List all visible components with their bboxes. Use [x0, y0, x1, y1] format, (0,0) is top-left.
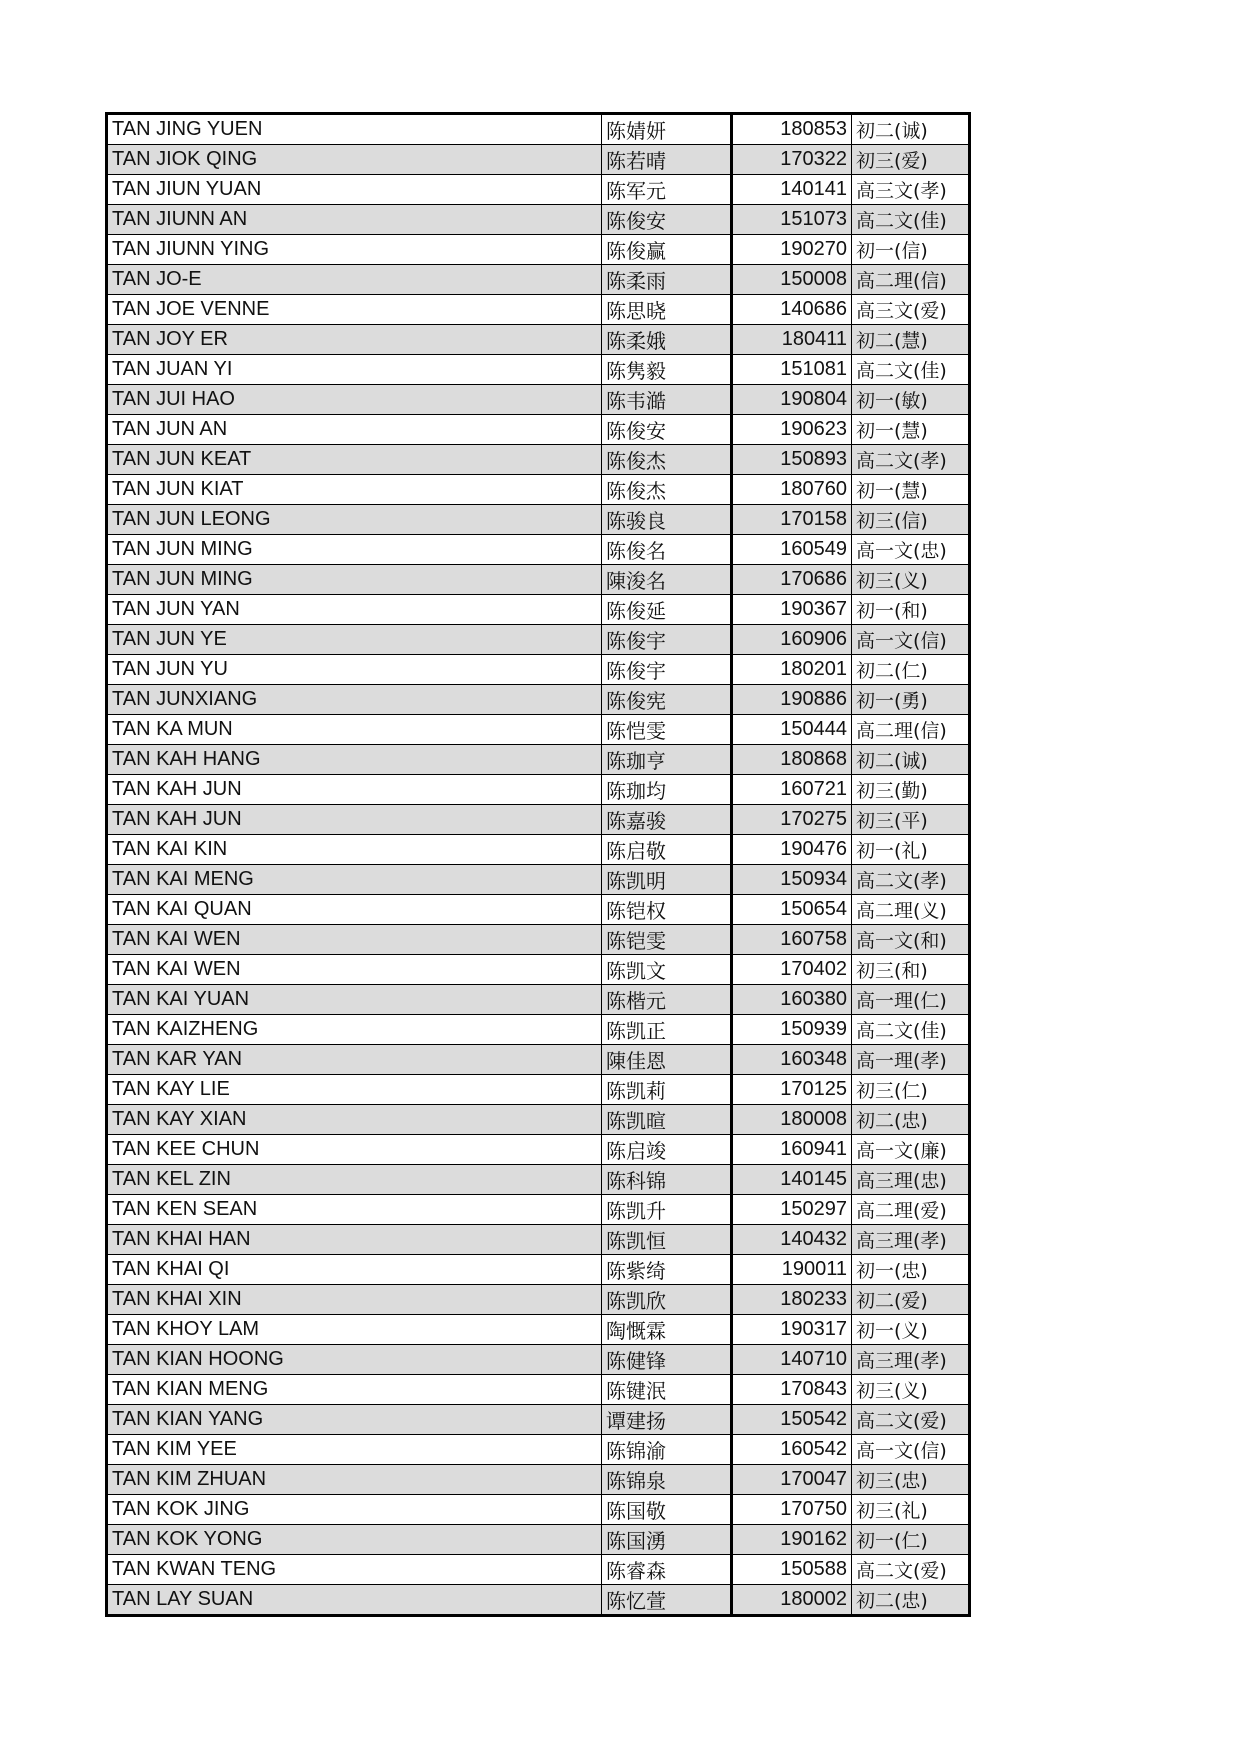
class-cell: 高二理(信): [852, 265, 970, 295]
chinese-name-cell: 陈隽毅: [602, 355, 732, 385]
table-row: [107, 925, 970, 955]
chinese-name-cell: 陈俊安: [602, 415, 732, 445]
table-row: [107, 265, 970, 295]
class-cell: 初一(忠): [852, 1255, 970, 1285]
table-row: [107, 355, 970, 385]
class-cell: 初三(信): [852, 505, 970, 535]
student-id-cell: 170322: [732, 145, 852, 175]
chinese-name-cell: 陈楷元: [602, 985, 732, 1015]
table-row: [107, 1135, 970, 1165]
chinese-name-cell: 陈凯文: [602, 955, 732, 985]
student-name-cell: TAN JOE VENNE: [107, 295, 602, 325]
student-id-cell: 140710: [732, 1345, 852, 1375]
table-row: [107, 1375, 970, 1405]
class-cell: 初二(诚): [852, 114, 970, 145]
table-row: [107, 415, 970, 445]
class-cell: 初一(敏): [852, 385, 970, 415]
chinese-name-cell: 陈俊宪: [602, 685, 732, 715]
class-cell: 初一(和): [852, 595, 970, 625]
chinese-name-cell: 陈凯莉: [602, 1075, 732, 1105]
student-name-cell: TAN JUNXIANG: [107, 685, 602, 715]
roster-body: [107, 114, 970, 1616]
class-cell: 高二理(爱): [852, 1195, 970, 1225]
class-cell: 初三(勤): [852, 775, 970, 805]
student-id-cell: 170275: [732, 805, 852, 835]
student-name-cell: TAN KIAN YANG: [107, 1405, 602, 1435]
class-cell: 高三理(孝): [852, 1345, 970, 1375]
chinese-name-cell: 陳佳恩: [602, 1045, 732, 1075]
class-cell: 初三(义): [852, 1375, 970, 1405]
student-id-cell: 180868: [732, 745, 852, 775]
class-cell: 初一(仁): [852, 1525, 970, 1555]
student-id-cell: 140141: [732, 175, 852, 205]
table-row: [107, 205, 970, 235]
table-row: [107, 865, 970, 895]
table-row: [107, 445, 970, 475]
student-id-cell: 140145: [732, 1165, 852, 1195]
chinese-name-cell: 陈凯升: [602, 1195, 732, 1225]
student-id-cell: 150893: [732, 445, 852, 475]
chinese-name-cell: 陈凯欣: [602, 1285, 732, 1315]
student-name-cell: TAN KAY LIE: [107, 1075, 602, 1105]
student-name-cell: TAN KOK JING: [107, 1495, 602, 1525]
student-name-cell: TAN JIOK QING: [107, 145, 602, 175]
chinese-name-cell: 陈嘉骏: [602, 805, 732, 835]
student-name-cell: TAN JO-E: [107, 265, 602, 295]
chinese-name-cell: 陈俊安: [602, 205, 732, 235]
chinese-name-cell: 陈俊杰: [602, 475, 732, 505]
chinese-name-cell: 陈柔娥: [602, 325, 732, 355]
table-row: [107, 745, 970, 775]
chinese-name-cell: 陈俊赢: [602, 235, 732, 265]
student-name-cell: TAN JUN AN: [107, 415, 602, 445]
table-row: [107, 1345, 970, 1375]
table-row: [107, 1105, 970, 1135]
student-id-cell: 180233: [732, 1285, 852, 1315]
student-roster-table: [105, 112, 971, 1617]
chinese-name-cell: 陈骏良: [602, 505, 732, 535]
table-row: [107, 1465, 970, 1495]
chinese-name-cell: 陈凯暄: [602, 1105, 732, 1135]
student-name-cell: TAN JUN KEAT: [107, 445, 602, 475]
table-row: [107, 325, 970, 355]
table-row: [107, 145, 970, 175]
class-cell: 高一文(忠): [852, 535, 970, 565]
class-cell: 高一理(孝): [852, 1045, 970, 1075]
class-cell: 高二文(佳): [852, 1015, 970, 1045]
student-name-cell: TAN KIM YEE: [107, 1435, 602, 1465]
class-cell: 初二(忠): [852, 1105, 970, 1135]
table-row: [107, 114, 970, 145]
table-row: [107, 775, 970, 805]
student-id-cell: 160380: [732, 985, 852, 1015]
chinese-name-cell: 陈铠权: [602, 895, 732, 925]
student-id-cell: 150654: [732, 895, 852, 925]
table-row: [107, 595, 970, 625]
student-name-cell: TAN JUN YE: [107, 625, 602, 655]
chinese-name-cell: 陈忆萱: [602, 1585, 732, 1616]
student-id-cell: 160906: [732, 625, 852, 655]
class-cell: 初三(仁): [852, 1075, 970, 1105]
student-name-cell: TAN JOY ER: [107, 325, 602, 355]
class-cell: 初三(平): [852, 805, 970, 835]
table-row: [107, 1195, 970, 1225]
table-row: [107, 1405, 970, 1435]
class-cell: 初二(仁): [852, 655, 970, 685]
chinese-name-cell: 陈睿森: [602, 1555, 732, 1585]
table-row: [107, 1255, 970, 1285]
chinese-name-cell: 陈军元: [602, 175, 732, 205]
student-name-cell: TAN KA MUN: [107, 715, 602, 745]
student-name-cell: TAN JUAN YI: [107, 355, 602, 385]
table-row: [107, 565, 970, 595]
class-cell: 高二理(信): [852, 715, 970, 745]
table-row: [107, 235, 970, 265]
student-name-cell: TAN KHOY LAM: [107, 1315, 602, 1345]
student-name-cell: TAN JIUNN YING: [107, 235, 602, 265]
class-cell: 高三文(爱): [852, 295, 970, 325]
table-row: [107, 1315, 970, 1345]
student-id-cell: 150297: [732, 1195, 852, 1225]
class-cell: 高二文(佳): [852, 355, 970, 385]
class-cell: 高二文(佳): [852, 205, 970, 235]
class-cell: 初一(慧): [852, 415, 970, 445]
table-row: [107, 1525, 970, 1555]
table-row: [107, 475, 970, 505]
student-id-cell: 160549: [732, 535, 852, 565]
class-cell: 高二文(孝): [852, 865, 970, 895]
table-row: [107, 715, 970, 745]
student-id-cell: 170750: [732, 1495, 852, 1525]
class-cell: 初一(义): [852, 1315, 970, 1345]
student-name-cell: TAN KAR YAN: [107, 1045, 602, 1075]
class-cell: 高二文(爱): [852, 1555, 970, 1585]
chinese-name-cell: 陈健锋: [602, 1345, 732, 1375]
table-row: [107, 175, 970, 205]
student-id-cell: 180008: [732, 1105, 852, 1135]
chinese-name-cell: 陈珈亨: [602, 745, 732, 775]
chinese-name-cell: 陈凯恒: [602, 1225, 732, 1255]
student-name-cell: TAN JIUNN AN: [107, 205, 602, 235]
class-cell: 初三(忠): [852, 1465, 970, 1495]
table-row: [107, 385, 970, 415]
class-cell: 高二文(爱): [852, 1405, 970, 1435]
student-id-cell: 151081: [732, 355, 852, 385]
table-row: [107, 955, 970, 985]
table-row: [107, 1015, 970, 1045]
student-name-cell: TAN LAY SUAN: [107, 1585, 602, 1616]
class-cell: 初二(忠): [852, 1585, 970, 1616]
student-name-cell: TAN JUN KIAT: [107, 475, 602, 505]
student-id-cell: 190162: [732, 1525, 852, 1555]
class-cell: 高二理(义): [852, 895, 970, 925]
student-name-cell: TAN KAI QUAN: [107, 895, 602, 925]
table-row: [107, 1585, 970, 1616]
student-id-cell: 190270: [732, 235, 852, 265]
class-cell: 初二(爱): [852, 1285, 970, 1315]
chinese-name-cell: 陈韦澔: [602, 385, 732, 415]
student-id-cell: 170047: [732, 1465, 852, 1495]
chinese-name-cell: 陈俊宇: [602, 625, 732, 655]
table-row: [107, 1435, 970, 1465]
student-id-cell: 170158: [732, 505, 852, 535]
table-row: [107, 505, 970, 535]
class-cell: 初二(慧): [852, 325, 970, 355]
student-name-cell: TAN KAIZHENG: [107, 1015, 602, 1045]
student-id-cell: 190886: [732, 685, 852, 715]
student-id-cell: 160348: [732, 1045, 852, 1075]
table-row: [107, 1045, 970, 1075]
table-row: [107, 685, 970, 715]
chinese-name-cell: 陈国敬: [602, 1495, 732, 1525]
class-cell: 高三理(孝): [852, 1225, 970, 1255]
chinese-name-cell: 陈紫绮: [602, 1255, 732, 1285]
table-row: [107, 895, 970, 925]
student-id-cell: 150588: [732, 1555, 852, 1585]
chinese-name-cell: 陈俊延: [602, 595, 732, 625]
student-name-cell: TAN JUN YAN: [107, 595, 602, 625]
class-cell: 高一理(仁): [852, 985, 970, 1015]
table-row: [107, 295, 970, 325]
class-cell: 高二文(孝): [852, 445, 970, 475]
chinese-name-cell: 陈凯正: [602, 1015, 732, 1045]
student-id-cell: 150444: [732, 715, 852, 745]
student-name-cell: TAN KIM ZHUAN: [107, 1465, 602, 1495]
chinese-name-cell: 陈柔雨: [602, 265, 732, 295]
student-id-cell: 150939: [732, 1015, 852, 1045]
student-name-cell: TAN KIAN HOONG: [107, 1345, 602, 1375]
class-cell: 初一(慧): [852, 475, 970, 505]
student-name-cell: TAN KAI WEN: [107, 955, 602, 985]
student-id-cell: 150008: [732, 265, 852, 295]
student-id-cell: 190804: [732, 385, 852, 415]
student-id-cell: 170843: [732, 1375, 852, 1405]
table-row: [107, 1225, 970, 1255]
student-name-cell: TAN KOK YONG: [107, 1525, 602, 1555]
chinese-name-cell: 陶慨霖: [602, 1315, 732, 1345]
student-name-cell: TAN JUN YU: [107, 655, 602, 685]
class-cell: 高三文(孝): [852, 175, 970, 205]
class-cell: 初三(爱): [852, 145, 970, 175]
student-name-cell: TAN KAI YUAN: [107, 985, 602, 1015]
student-name-cell: TAN KHAI HAN: [107, 1225, 602, 1255]
student-name-cell: TAN KAH JUN: [107, 805, 602, 835]
student-name-cell: TAN KHAI XIN: [107, 1285, 602, 1315]
table-row: [107, 1495, 970, 1525]
table-row: [107, 1075, 970, 1105]
student-name-cell: TAN KWAN TENG: [107, 1555, 602, 1585]
student-name-cell: TAN KHAI QI: [107, 1255, 602, 1285]
student-id-cell: 190623: [732, 415, 852, 445]
student-id-cell: 170125: [732, 1075, 852, 1105]
table-row: [107, 1285, 970, 1315]
student-id-cell: 180853: [732, 114, 852, 145]
student-name-cell: TAN KAI KIN: [107, 835, 602, 865]
student-name-cell: TAN JING YUEN: [107, 114, 602, 145]
student-id-cell: 190476: [732, 835, 852, 865]
class-cell: 初三(和): [852, 955, 970, 985]
student-id-cell: 190317: [732, 1315, 852, 1345]
chinese-name-cell: 陈俊杰: [602, 445, 732, 475]
student-name-cell: TAN JUN LEONG: [107, 505, 602, 535]
student-id-cell: 180201: [732, 655, 852, 685]
student-id-cell: 140686: [732, 295, 852, 325]
student-name-cell: TAN JUI HAO: [107, 385, 602, 415]
chinese-name-cell: 陈思晓: [602, 295, 732, 325]
student-name-cell: TAN KAH HANG: [107, 745, 602, 775]
table-row: [107, 1165, 970, 1195]
student-name-cell: TAN KIAN MENG: [107, 1375, 602, 1405]
chinese-name-cell: 陈锦渝: [602, 1435, 732, 1465]
class-cell: 初一(礼): [852, 835, 970, 865]
chinese-name-cell: 陈锦泉: [602, 1465, 732, 1495]
table-row: [107, 805, 970, 835]
chinese-name-cell: 陈俊名: [602, 535, 732, 565]
student-name-cell: TAN JUN MING: [107, 535, 602, 565]
student-name-cell: TAN KAH JUN: [107, 775, 602, 805]
student-id-cell: 140432: [732, 1225, 852, 1255]
student-id-cell: 170686: [732, 565, 852, 595]
class-cell: 高一文(信): [852, 625, 970, 655]
table-row: [107, 985, 970, 1015]
class-cell: 高三理(忠): [852, 1165, 970, 1195]
student-id-cell: 151073: [732, 205, 852, 235]
student-id-cell: 160542: [732, 1435, 852, 1465]
chinese-name-cell: 陈若晴: [602, 145, 732, 175]
student-id-cell: 150934: [732, 865, 852, 895]
class-cell: 初三(礼): [852, 1495, 970, 1525]
chinese-name-cell: 陈键泯: [602, 1375, 732, 1405]
student-id-cell: 180760: [732, 475, 852, 505]
student-id-cell: 190011: [732, 1255, 852, 1285]
class-cell: 高一文(和): [852, 925, 970, 955]
chinese-name-cell: 陈国湧: [602, 1525, 732, 1555]
class-cell: 高一文(廉): [852, 1135, 970, 1165]
student-id-cell: 170402: [732, 955, 852, 985]
table-row: [107, 835, 970, 865]
chinese-name-cell: 陈科锦: [602, 1165, 732, 1195]
table-row: [107, 1555, 970, 1585]
class-cell: 初一(勇): [852, 685, 970, 715]
student-id-cell: 160721: [732, 775, 852, 805]
chinese-name-cell: 陈凯明: [602, 865, 732, 895]
student-id-cell: 160758: [732, 925, 852, 955]
table-row: [107, 535, 970, 565]
table-row: [107, 655, 970, 685]
class-cell: 初二(诚): [852, 745, 970, 775]
class-cell: 初三(义): [852, 565, 970, 595]
student-name-cell: TAN KAI WEN: [107, 925, 602, 955]
chinese-name-cell: 陳浚名: [602, 565, 732, 595]
chinese-name-cell: 陈启竣: [602, 1135, 732, 1165]
student-name-cell: TAN KEN SEAN: [107, 1195, 602, 1225]
student-id-cell: 180411: [732, 325, 852, 355]
student-id-cell: 190367: [732, 595, 852, 625]
chinese-name-cell: 谭建扬: [602, 1405, 732, 1435]
student-name-cell: TAN JIUN YUAN: [107, 175, 602, 205]
chinese-name-cell: 陈婧妍: [602, 114, 732, 145]
student-id-cell: 150542: [732, 1405, 852, 1435]
chinese-name-cell: 陈珈均: [602, 775, 732, 805]
chinese-name-cell: 陈俊宇: [602, 655, 732, 685]
student-name-cell: TAN KEL ZIN: [107, 1165, 602, 1195]
student-name-cell: TAN KAY XIAN: [107, 1105, 602, 1135]
class-cell: 初一(信): [852, 235, 970, 265]
class-cell: 高一文(信): [852, 1435, 970, 1465]
chinese-name-cell: 陈启敬: [602, 835, 732, 865]
table-row: [107, 625, 970, 655]
student-name-cell: TAN JUN MING: [107, 565, 602, 595]
chinese-name-cell: 陈铠雯: [602, 925, 732, 955]
student-id-cell: 160941: [732, 1135, 852, 1165]
chinese-name-cell: 陈恺雯: [602, 715, 732, 745]
student-id-cell: 180002: [732, 1585, 852, 1616]
student-name-cell: TAN KAI MENG: [107, 865, 602, 895]
student-name-cell: TAN KEE CHUN: [107, 1135, 602, 1165]
